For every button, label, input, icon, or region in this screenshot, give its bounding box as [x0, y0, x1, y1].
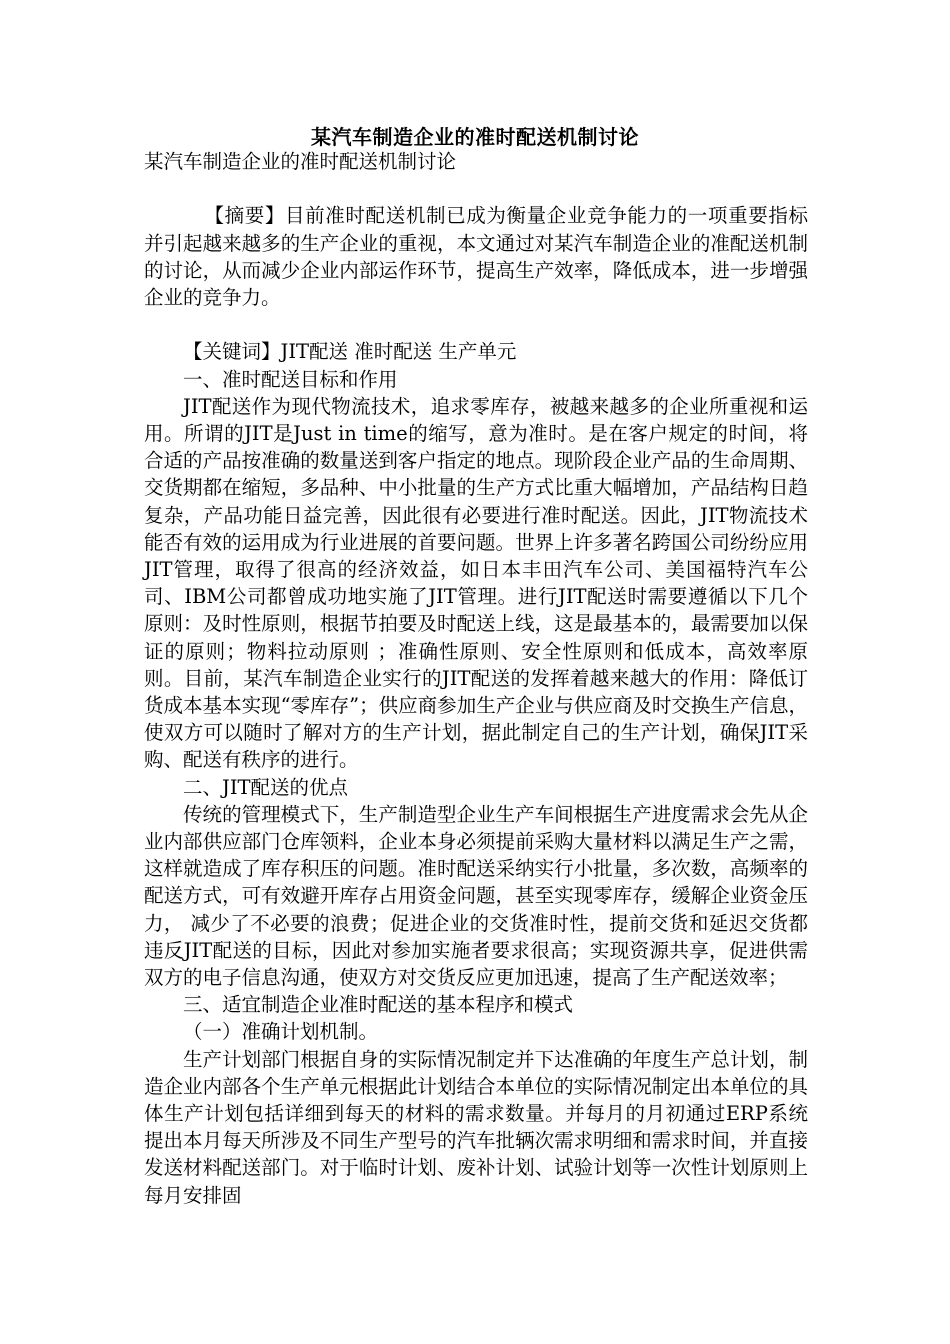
section-2-heading: 二、JIT配送的优点 [183, 775, 349, 799]
document-title: 某汽车制造企业的准时配送机制讨论 [311, 125, 639, 149]
section-3-heading: 三、适宜制造企业准时配送的基本程序和模式 [183, 993, 574, 1017]
section-1-body: JIT配送作为现代物流技术，追求零库存，被越来越多的企业所重视和运用。所谓的JIT是Just in time的缩写，意为准时。是在客户规定的时间，将合适的产品按准确的数量送到客户指定的地点。现阶段企业产品的生命周期、交货期都在缩短，多品种、中小批量的生产方式比重大幅增加，产品结构日趋复杂，产品功能日益完善，因此很有必要进行准时配送。因此，JIT物流技术能否有效的运用成为行业进展的首要问题。世界上许多著名跨国公司纷纷应用JIT管理，取得了很高的经济效益，如日本丰田汽车公司、美国福特汽车公司、IBM公司都曾成功地实施了JIT管理。进行JIT配送时需要遵循以下几个原则：及时性原则，根据节拍要及时配送上线，这是最基本的，最需要加以保证的原则；物料拉动原则 ；准确性原则、安全性原则和低成本，高效率原则。目前，某汽车制造企业实行的JIT配送的发挥着越来越大的作用：降低订货成本基本实现“零库存”；供应商参加生产企业与供应商及时交换生产信息，使双方可以随时了解对方的生产计划，据此制定自己的生产计划，确保JIT采购、配送有秩序的进行。 [144, 394, 808, 772]
document-subtitle: 某汽车制造企业的准时配送机制讨论 [144, 150, 457, 173]
section-2-body: 传统的管理模式下，生产制造型企业生产车间根据生产进度需求会先从企业内部供应部门仓库领料，企业本身必须提前采购大量材料以满足生产之需，这样就造成了库存积压的问题。准时配送采纳实行小批量，多次数，高频率的配送方式，可有效避开库存占用资金问题，甚至实现零库存，缓解企业资金压力， 减少了不必要的浪费；促进企业的交货准时性，提前交货和延迟交货都违反JIT配送的目标，因此对参加实施者要求很高；实现资源共享，促进供需双方的电子信息沟通，使双方对交货反应更加迅速，提高了生产配送效率； [144, 802, 808, 990]
keywords-line: 【关键词】JIT配送 准时配送 生产单元 [183, 340, 517, 364]
document-body [144, 148, 808, 1209]
blank-line [144, 175, 808, 202]
blank-line [144, 311, 808, 338]
abstract-paragraph: 【摘要】目前准时配送机制已成为衡量企业竞争能力的一项重要指标并引起越来越多的生产企业的重视，本文通过对某汽车制造企业的准配送机制的讨论，从而减少企业内部运作环节，提高生产效率，降低成本，进一步增强企业的竞争力。 [144, 204, 808, 309]
section-3-subheading-1: （一）准确计划机制。 [183, 1020, 379, 1044]
section-3-sub-1-body: 生产计划部门根据自身的实际情况制定并下达准确的年度生产总计划，制造企业内部各个生产单元根据此计划结合本单位的实际情况制定出本单位的具体生产计划包括详细到每天的材料的需求数量。并每月的月初通过ERP系统提出本月每天所涉及不同生产型号的汽车批辆次需求明细和需求时间，并直接发送材料配送部门。对于临时计划、废补计划、试验计划等一次性计划原则上每月安排固 [144, 1047, 808, 1207]
section-1-heading: 一、准时配送目标和作用 [183, 367, 398, 391]
